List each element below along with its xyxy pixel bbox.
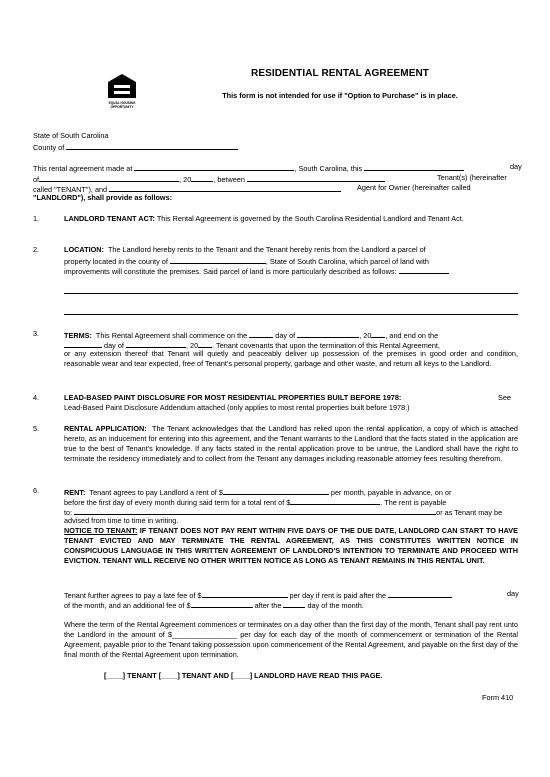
start-month-blank[interactable] — [297, 329, 359, 338]
section-4-number: 4. — [33, 393, 40, 402]
intro-line-1: This rental agreement made at , South Carolina, this — [33, 162, 464, 174]
agent-label: Agent for Owner (hereinafter called — [357, 183, 471, 192]
section-6-number: 6. — [33, 486, 40, 495]
intro-line-3: called "TENANT"), and — [33, 183, 341, 195]
section-4-heading: LEAD-BASED PAINT DISCLOSURE FOR MOST RESIDENTIAL PROPERTIES BUILT BEFORE 1978: — [64, 393, 402, 402]
total-rent-blank[interactable] — [290, 496, 380, 505]
section-3-text: or any extension thereof that Tenant will quietly and peaceably deliver up possession of the premises in good order and condition, reasonable wear and tear expected, free of Tenant's personal property, garbage and other waste, and return all keys to the Landlord. — [64, 349, 518, 369]
day-blank[interactable] — [364, 162, 464, 171]
late-fee-blank[interactable] — [202, 589, 288, 598]
late-day-blank[interactable] — [388, 589, 452, 598]
agent-blank[interactable] — [109, 183, 341, 192]
svg-text:OPPORTUNITY: OPPORTUNITY — [110, 105, 134, 109]
late-fee-line-1: Tenant further agrees to pay a late fee of $ per day if rent is paid after the — [64, 589, 452, 601]
end-month-blank[interactable] — [126, 339, 186, 348]
additional-fee-blank[interactable] — [191, 599, 253, 608]
form-number: Form 410 — [482, 693, 514, 702]
start-day-blank[interactable] — [249, 329, 273, 338]
section-4-see: See — [498, 393, 511, 402]
property-county-blank[interactable] — [170, 255, 266, 264]
section-3-number: 3. — [33, 329, 40, 338]
description-blank[interactable] — [399, 265, 449, 274]
document-title: RESIDENTIAL RENTAL AGREEMENT — [251, 68, 429, 79]
county-line: County of — [33, 141, 238, 153]
section-6-line-2: before the first day of every month during said term for a total rent of $ . The rent is payable — [64, 498, 447, 507]
tenant-name-blank[interactable] — [247, 173, 385, 182]
section-6-line-3: to: or as Tenant may be — [64, 508, 503, 517]
initials-line: [____] TENANT [____] TENANT AND [____] LANDLORD HAVE READ THIS PAGE. — [104, 671, 383, 680]
made-at-blank[interactable] — [134, 162, 294, 171]
start-year-blank[interactable] — [371, 329, 385, 338]
section-4-text: Lead-Based Paint Disclosure Addendum attached (only applies to most rental properties built before 1978.) — [64, 403, 410, 412]
late-fee-line-2: of the month, and an additional fee of $ after the day of the month. — [64, 601, 364, 610]
day-label: day — [510, 162, 522, 171]
state-line: State of South Carolina — [33, 131, 109, 140]
month-blank[interactable] — [39, 173, 179, 182]
payable-to-blank[interactable] — [74, 506, 436, 515]
end-year-blank[interactable] — [198, 339, 212, 348]
intro-line-4: "LANDLORD"), shall provide as follows: — [33, 193, 173, 202]
late-day-label: day — [507, 589, 519, 598]
description-line-1[interactable] — [64, 293, 518, 294]
section-2-line-1: LOCATION: The Landlord hereby rents to the Tenant and the Tenant hereby rents from the Landlord a parcel of — [64, 245, 426, 254]
section-5-text: RENTAL APPLICATION: The Tenant acknowledges that the Landlord has relied upon the rental application, a copy of which is attached hereto, as an inducement for entering into this agreement, and the Tenant warrants to the Landlord that the facts stated in the application are true to the best of Tenant's knowledge. If any facts stated in the rental application prove to be untrue, the Landlord shall have the right to terminate the residency immediately and to collect from the Tenant any damages including reasonable attorney fees resulting therefrom. — [64, 424, 518, 464]
additional-day-blank[interactable] — [283, 599, 305, 608]
intro-line-2: of , 20 , between — [33, 173, 385, 185]
section-1-text: LANDLORD TENANT ACT: This Rental Agreement is governed by the South Carolina Residential Landlord and Tenant Act. — [64, 214, 464, 223]
rent-amount-blank[interactable] — [223, 486, 329, 495]
description-line-2[interactable] — [64, 314, 518, 315]
svg-text:EQUAL HOUSING: EQUAL HOUSING — [108, 101, 136, 105]
section-5-number: 5. — [33, 424, 40, 433]
section-2-line-2: property located in the county of , State of South Carolina, which parcel of land with — [64, 257, 429, 266]
section-1-number: 1. — [33, 214, 40, 223]
section-3-line-2: day of , 20 . Tenant covenants that upon the termination of this Rental Agreement, — [64, 339, 440, 351]
tenant-label: Tenant(s) (hereinafter — [437, 173, 507, 182]
end-day-blank[interactable] — [64, 339, 102, 348]
section-6-line-1: RENT: Tenant agrees to pay Landlord a rent of $ per month, payable in advance, on or — [64, 488, 452, 497]
document-subtitle: This form is not intended for use if "Option to Purchase" is in place. — [222, 91, 458, 100]
section-2-line-3: improvements will constitute the premises. Said parcel of land is more particularly described as follows: — [64, 265, 449, 277]
section-3-line-1: TERMS: This Rental Agreement shall commence on the day of , 20 , and end on the — [64, 331, 439, 340]
year-blank[interactable] — [191, 173, 213, 182]
county-blank[interactable] — [66, 141, 238, 150]
prorate-text: Where the term of the Rental Agreement commences or terminates on a day other than the first day of the month, Tenant shall pay rent unto the Landlord in the amount of $________________ per day for each day of the month of commencement or termination of the Rental Agreement, payable prior to the Tenant taking possession upon commencement of the Rental Agreement, and payable on the first day of the final month of the Rental Agreement upon termination. — [64, 620, 518, 660]
equal-housing-logo — [105, 72, 139, 114]
section-6-line-4: advised from time to time in writing. — [64, 516, 179, 525]
section-2-number: 2. — [33, 245, 40, 254]
notice-to-tenant: NOTICE TO TENANT: IF TENANT DOES NOT PAY RENT WITHIN FIVE DAYS OF THE DUE DATE, LANDLORD CAN START TO HAVE TENANT EVICTED AND MAY TERMINATE THE RENTAL AGREEMENT, AS THIS CONSTITUTES WRITTEN NOTICE IN CONSPICUOUS LANGUAGE IN THIS WRITTEN AGREEMENT OF LANDLORD'S INTENTION TO TERMINATE AND PROCEED WITH EVICTION. TENANT WILL RECEIVE NO OTHER WRITTEN NOTICE AS LONG AS TENANT REMAINS IN THIS RENTAL UNIT. — [64, 526, 518, 566]
